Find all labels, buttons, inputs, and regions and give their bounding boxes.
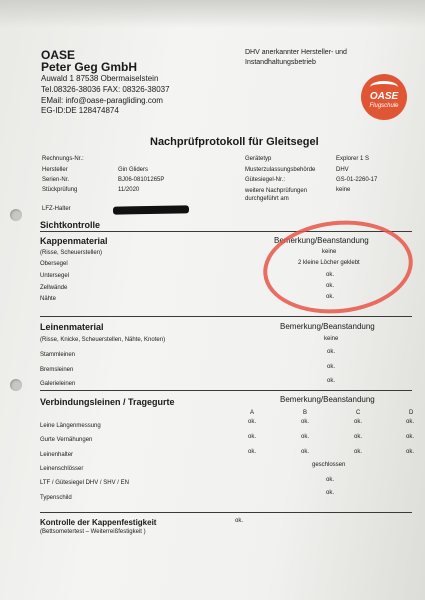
section-note: (Bettsometertest – Weiterreißfestigkeit ): [40, 529, 146, 535]
section-title-sichtkontrolle: Sichtkontrolle: [40, 220, 101, 230]
column-header: A: [250, 410, 255, 416]
section-note: (Risse, Scheuerstellen): [40, 250, 103, 256]
info-label: Gütesiegel-Nr.:: [245, 177, 286, 183]
row-label: Galerieleinen: [40, 381, 76, 387]
section-title-kappenfestigkeit: Kontrolle der Kappenfestigkeit: [40, 518, 157, 527]
company-phone-fax: Tel.08326-38036 FAX: 08326-38037: [41, 85, 170, 94]
remark-header: Bemerkung/Beanstandung: [280, 322, 375, 331]
remark-value: 2 kleine Löcher geklebt: [298, 260, 360, 266]
table-cell: ok.: [301, 419, 310, 425]
remark-value: ok.: [326, 490, 335, 496]
remark-header: Bemerkung/Beanstandung: [274, 236, 369, 245]
info-value: 11/2020: [118, 187, 140, 193]
subsection-title-kappenmaterial: Kappenmaterial: [40, 236, 108, 246]
page-shadow: [0, 0, 425, 28]
table-cell: ok.: [354, 434, 363, 440]
table-cell: ok.: [248, 434, 257, 440]
table-cell: ok.: [248, 419, 257, 425]
row-label: Nähte: [40, 296, 57, 302]
table-cell: ok.: [354, 449, 363, 455]
company-name: OASE: [41, 48, 76, 62]
document-title: Nachprüfprotokoll für Gleitsegel: [150, 136, 319, 148]
remark-value: ok.: [327, 364, 336, 370]
certification-text: DHV anerkannter Hersteller- und Instandhaltungsbetrieb: [245, 49, 347, 66]
punch-hole-top: [10, 209, 22, 221]
row-label: Typenschild: [40, 495, 72, 501]
row-label: Bremsleinen: [40, 367, 74, 373]
remark-header: Bemerkung/Beanstandung: [280, 395, 375, 404]
table-cell: ok.: [406, 434, 415, 440]
info-value: GS-01-2260-17: [336, 177, 378, 183]
row-label: LTF / Gütesiegel DHV / SHV / EN: [40, 480, 129, 486]
company-owner: Peter Geg GmbH: [41, 60, 138, 74]
remark-value: ok.: [235, 518, 244, 524]
row-label: Leinenschlösser: [40, 466, 84, 472]
column-header: D: [409, 410, 414, 416]
info-label: Gerätetyp: [245, 156, 272, 162]
row-label: Leine Längenmessung: [40, 423, 101, 429]
info-label: Stückprüfung: [42, 187, 78, 193]
column-header: B: [303, 410, 308, 416]
divider: [40, 316, 412, 317]
info-label: LFZ-Halter: [42, 206, 71, 212]
info-value: Gin Gliders: [118, 167, 149, 173]
info-label: Rechnungs-Nr.:: [42, 156, 84, 162]
remark-value: ok.: [327, 378, 336, 384]
section-note: (Risse, Knicke, Scheuerstellen, Nähte, Knoten): [40, 337, 166, 343]
table-cell: ok.: [248, 449, 257, 455]
table-cell: ok.: [354, 419, 363, 425]
info-label: Serien-Nr.: [42, 177, 70, 183]
row-label: Untersegel: [40, 273, 70, 279]
column-header: C: [356, 410, 361, 416]
table-cell: ok.: [301, 434, 310, 440]
info-label: weitere Nachprüfungen durchgeführt am: [245, 188, 308, 202]
info-value: keine: [336, 187, 351, 193]
remark-value: keine: [322, 249, 337, 255]
info-value: Explorer 1 S: [336, 156, 370, 162]
remark-value: geschlossen: [312, 462, 346, 468]
row-label: Gurte Vernähungen: [40, 437, 93, 443]
section-title-verbindungsleinen: Verbindungsleinen / Tragegurte: [40, 397, 175, 407]
info-value: BJ06-08101265P: [118, 177, 165, 183]
table-cell: ok.: [301, 449, 310, 455]
red-hand-circle: [259, 213, 418, 320]
section-title-leinenmaterial: Leinenmaterial: [40, 322, 104, 332]
remark-value: ok.: [327, 349, 336, 355]
divider: [40, 512, 412, 513]
info-value: DHV: [336, 167, 349, 173]
row-label: Stammleinen: [40, 352, 76, 358]
table-cell: ok.: [406, 419, 415, 425]
punch-hole-bottom: [10, 379, 22, 391]
remark-value: keine: [324, 336, 339, 342]
row-label: Obersegel: [40, 261, 68, 267]
redaction-bar: [113, 205, 189, 214]
company-email: EMail: info@oase-paragliding.com: [41, 96, 163, 105]
company-eg-id: EG-ID:DE 128474874: [41, 106, 119, 115]
company-address: Auwald 1 87538 Obermaiselstein: [41, 74, 159, 83]
info-label: Hersteller: [42, 167, 68, 173]
oase-logo: OASE Flugschule: [361, 74, 407, 120]
remark-value: ok.: [326, 283, 335, 289]
remark-value: ok.: [326, 272, 335, 278]
remark-value: ok.: [326, 477, 335, 483]
info-label: Musterzulassungsbehörde: [245, 167, 316, 173]
remark-value: ok.: [326, 294, 335, 300]
table-cell: ok.: [406, 449, 415, 455]
divider: [40, 390, 412, 391]
row-label: Zellwände: [40, 285, 68, 291]
row-label: Leinenhalter: [40, 452, 74, 458]
